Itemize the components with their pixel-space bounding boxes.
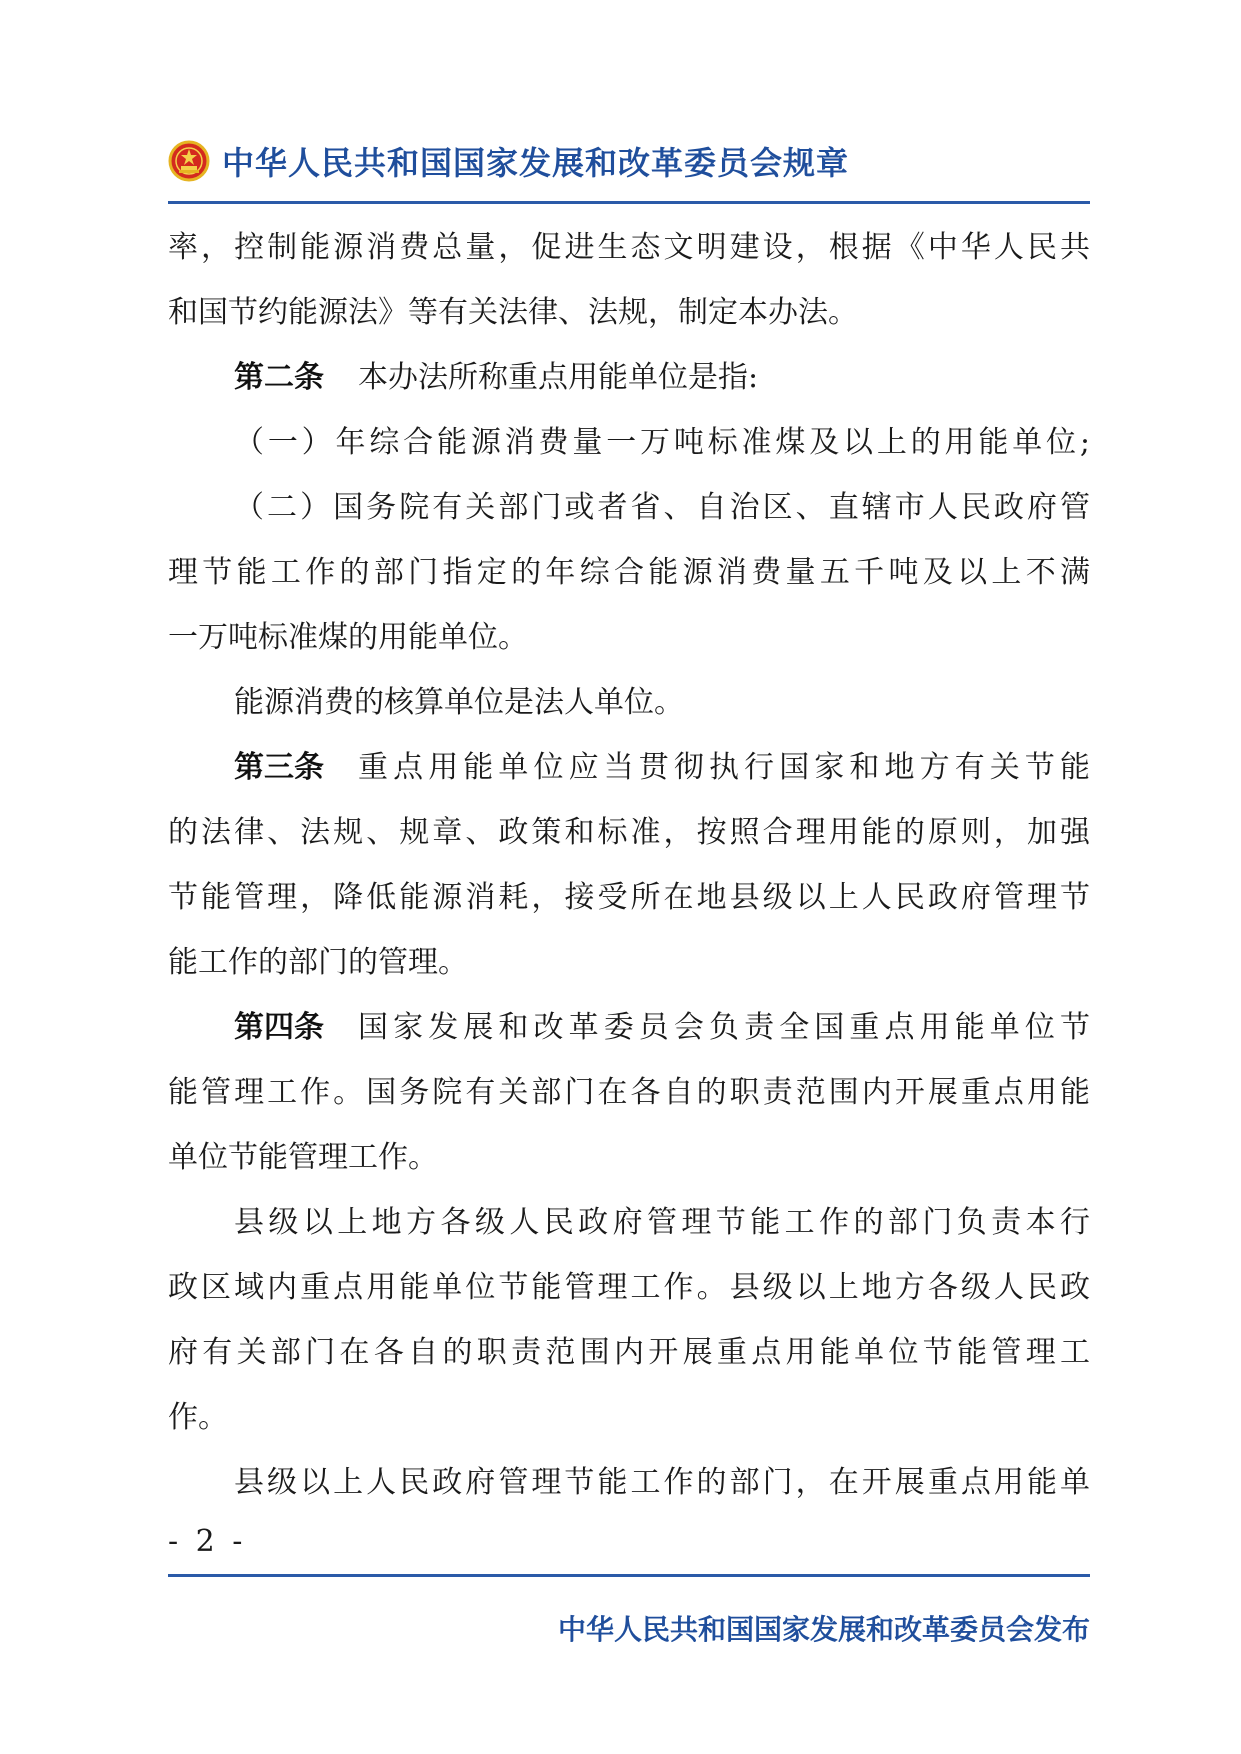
article-number: 第三条 (234, 750, 324, 785)
paragraph-line (168, 1255, 1090, 1320)
line-text: 单位节能管理工作。 (168, 1140, 438, 1175)
paragraph-line (168, 280, 1090, 345)
line-text: 和国节约能源法》等有关法律、法规，制定本办法。 (168, 295, 858, 330)
paragraph-line (168, 865, 1090, 930)
article-paragraph-line (168, 345, 1090, 410)
paragraph-line (168, 670, 1090, 735)
header-title: 中华人民共和国国家发展和改革委员会规章 (222, 144, 850, 182)
paragraph-line (168, 930, 1090, 995)
line-text: 的法律、法规、规章、政策和标准，按照合理用能的原则，加强 (168, 815, 1090, 850)
paragraph-line (168, 605, 1090, 670)
line-text: 理节能工作的部门指定的年综合能源消费量五千吨及以上不满 (168, 555, 1090, 590)
article-paragraph-line (168, 735, 1090, 800)
header-divider (168, 201, 1090, 204)
footer-publisher: 中华人民共和国国家发展和改革委员会发布 (557, 1613, 1090, 1646)
line-text: 国家发展和改革委员会负责全国重点用能单位节 (358, 1010, 1090, 1045)
article-number: 第四条 (234, 1010, 324, 1045)
line-text: 政区域内重点用能单位节能管理工作。县级以上地方各级人民政 (168, 1270, 1090, 1305)
line-text: 作。 (168, 1400, 228, 1435)
line-text: 府有关部门在各自的职责范围内开展重点用能单位节能管理工 (168, 1335, 1090, 1370)
line-text: 重点用能单位应当贯彻执行国家和地方有关节能 (358, 750, 1090, 785)
paragraph-line (168, 215, 1090, 280)
paragraph-line (168, 540, 1090, 605)
document-header (168, 136, 1090, 186)
paragraph-line (168, 475, 1090, 540)
paragraph-line (168, 800, 1090, 865)
line-text: 率，控制能源消费总量，促进生态文明建设，根据《中华人民共 (168, 230, 1090, 265)
document-body (168, 215, 1090, 1515)
line-text: （一）年综合能源消费量一万吨标准煤及以上的用能单位; (234, 425, 1090, 460)
paragraph-line (168, 1125, 1090, 1190)
paragraph-line (168, 1190, 1090, 1255)
paragraph-line (168, 410, 1090, 475)
article-number: 第二条 (234, 360, 324, 395)
paragraph-line (168, 1385, 1090, 1450)
footer-divider (168, 1574, 1090, 1577)
paragraph-line (168, 1320, 1090, 1385)
article-paragraph-line (168, 995, 1090, 1060)
page-number: - 2 - (168, 1524, 247, 1559)
line-text: 一万吨标准煤的用能单位。 (168, 620, 528, 655)
line-text: 本办法所称重点用能单位是指: (358, 360, 759, 395)
line-text: （二）国务院有关部门或者省、自治区、直辖市人民政府管 (234, 490, 1090, 525)
paragraph-line (168, 1450, 1090, 1515)
paragraph-line (168, 1060, 1090, 1125)
line-text: 节能管理，降低能源消耗，接受所在地县级以上人民政府管理节 (168, 880, 1090, 915)
national-emblem-icon (168, 140, 210, 182)
line-text: 能管理工作。国务院有关部门在各自的职责范围内开展重点用能 (168, 1075, 1090, 1110)
line-text: 能工作的部门的管理。 (168, 945, 468, 980)
line-text: 县级以上地方各级人民政府管理节能工作的部门负责本行 (234, 1205, 1090, 1240)
line-text: 能源消费的核算单位是法人单位。 (234, 685, 684, 720)
line-text: 县级以上人民政府管理节能工作的部门，在开展重点用能单 (234, 1465, 1090, 1500)
